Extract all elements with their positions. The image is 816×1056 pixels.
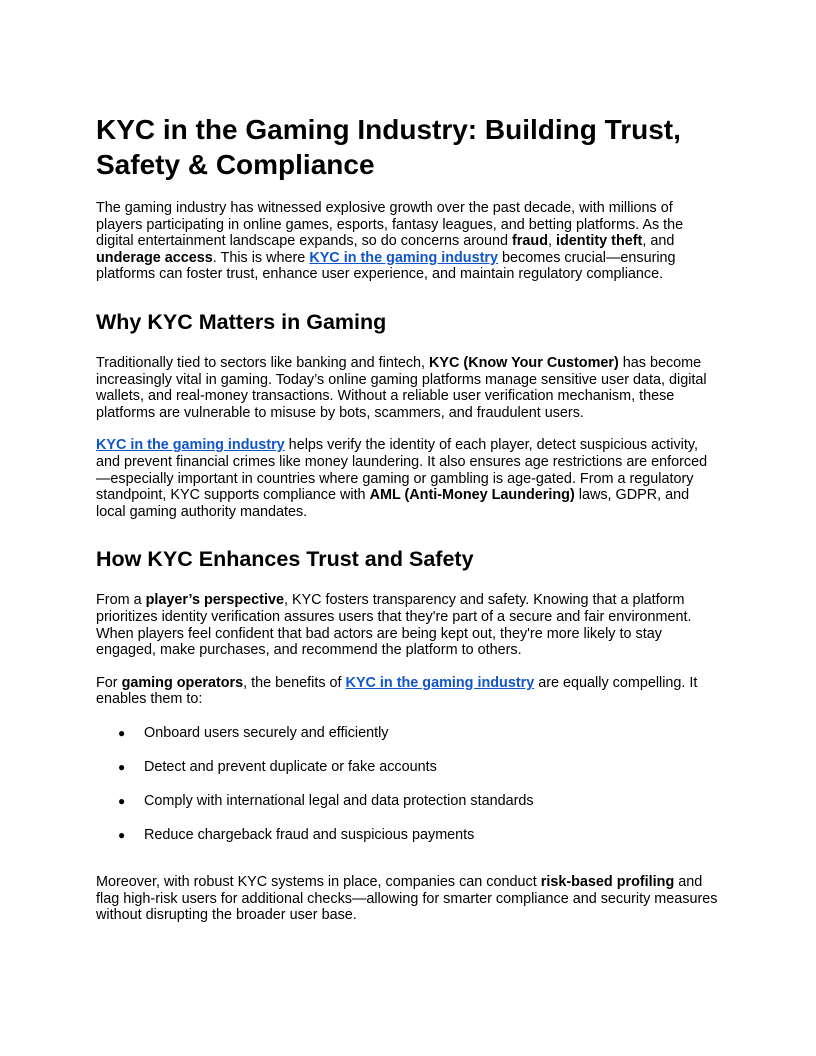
why-kyc-paragraph-2: KYC in the gaming industry helps verify the identity of each player, detect suspicious activity, and prevent financial crimes like money laundering. It also ensures age restrictions are enforced—especially important in countries where gaming or gambling is age-gated. From a regulatory standpoint, KYC supports compliance with AML (Anti-Money Laundering) laws, GDPR, and local gaming authority mandates. [96, 437, 708, 520]
bold-kyc-definition: KYC (Know Your Customer) [429, 354, 619, 371]
kyc-gaming-link[interactable]: KYC in the gaming industry [345, 674, 535, 691]
trust-paragraph-1: From a player’s perspective, KYC fosters transparency and safety. Knowing that a platform prioritizes identity verification assures users that they're part of a secure and fair environment. When players feel confident that bad actors are being kept out, they're more likely to stay engaged, make purchases, and recommend the platform to others. [96, 592, 692, 659]
list-item: ● Comply with international legal and data protection standards [118, 792, 534, 809]
trust-paragraph-2: For gaming operators, the benefits of KYC in the gaming industry are equally compelling. It enables them to: [96, 674, 698, 708]
why-kyc-paragraph-1: Traditionally tied to sectors like banking and fintech, KYC (Know Your Customer) has become increasingly vital in gaming. Today’s online gaming platforms manage sensitive user data, digital wallets, and real-money transactions. Without a reliable user verification mechanism, these platforms are vulnerable to misuse by bots, scammers, and fraudulent users. [96, 354, 707, 421]
bold-identity-theft: identity theft [556, 233, 643, 250]
list-item: ● Reduce chargeback fraud and suspicious payments [118, 826, 475, 843]
bold-underage-access: underage access [96, 249, 213, 266]
bold-gaming-operators: gaming operators [121, 674, 244, 691]
bullet-icon: ● [118, 759, 126, 774]
bullet-icon: ● [118, 725, 126, 740]
bold-fraud: fraud [512, 233, 548, 250]
bold-aml: AML (Anti-Money Laundering) [369, 487, 575, 504]
list-item: ● Detect and prevent duplicate or fake accounts [118, 758, 437, 775]
bold-player-perspective: player’s perspective [145, 592, 284, 609]
list-item: ● Onboard users securely and efficiently [118, 724, 389, 741]
section-heading-why-kyc: Why KYC Matters in Gaming [96, 309, 387, 334]
intro-paragraph: The gaming industry has witnessed explosive growth over the past decade, with millions of players participating in online games, esports, fantasy leagues, and betting platforms. As the digital entertainment landscape expands, so do concerns around fraud, identity theft, and underage access. This is where KYC in the gaming industry becomes crucial—ensuring platforms can foster trust, enhance user experience, and maintain regulatory compliance. [96, 200, 684, 283]
section-heading-trust-safety: How KYC Enhances Trust and Safety [96, 547, 474, 572]
page-title: KYC in the Gaming Industry: Building Trust, Safety & Compliance [96, 114, 681, 180]
article-body [96, 112, 720, 924]
operator-benefits-list [96, 725, 720, 843]
bullet-icon: ● [118, 827, 126, 842]
kyc-gaming-link[interactable]: KYC in the gaming industry [96, 437, 285, 454]
bold-risk-profiling: risk-based profiling [540, 874, 675, 891]
kyc-gaming-link[interactable]: KYC in the gaming industry [309, 249, 498, 266]
trust-paragraph-3: Moreover, with robust KYC systems in place, companies can conduct risk-based profiling and flag high-risk users for additional checks—allowing for smarter compliance and security measures without disrupting the broader user base. [96, 874, 718, 924]
bullet-icon: ● [118, 793, 126, 808]
